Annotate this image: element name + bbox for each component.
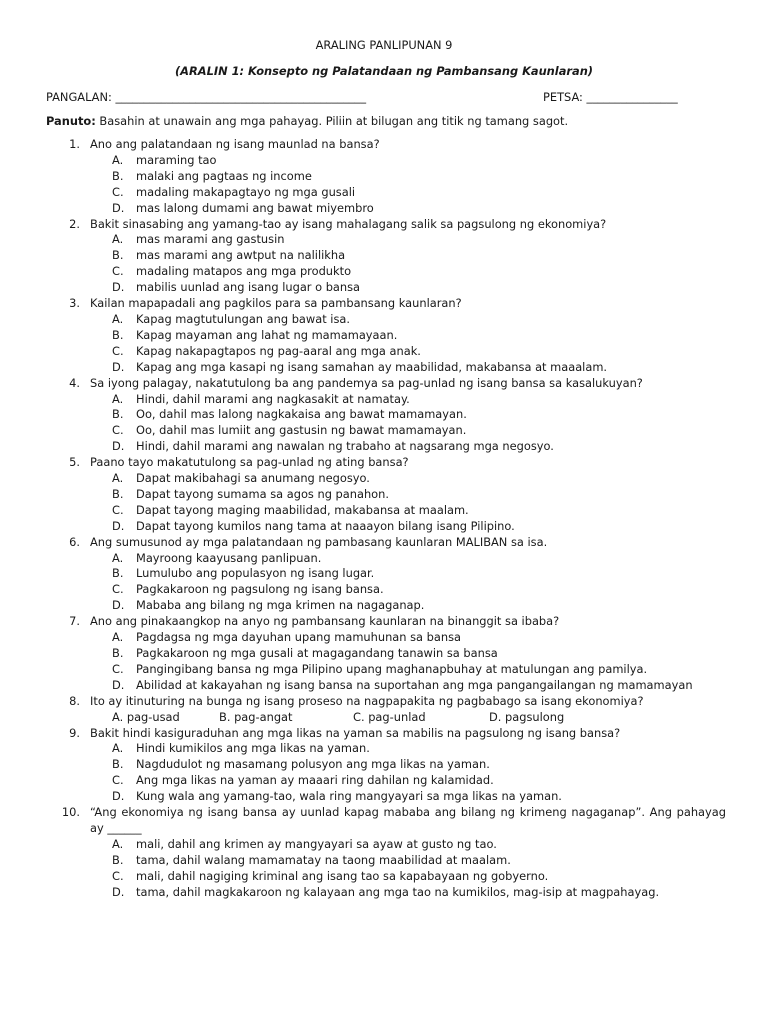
- answer-choice[interactable]: [90, 423, 726, 439]
- answer-choice[interactable]: [90, 837, 726, 853]
- choice-letter: D.: [112, 789, 125, 804]
- choice-text: Hindi kumikilos ang mga likas na yaman.: [136, 741, 370, 756]
- choice-letter: A.: [112, 232, 124, 247]
- answer-choice[interactable]: [90, 328, 726, 344]
- choice-letter: C.: [112, 502, 124, 517]
- answer-choice[interactable]: [90, 519, 726, 535]
- question-item: [46, 296, 726, 312]
- choice-text: Kapag nakapagtapos ng pag-aaral ang mga anak.: [136, 343, 421, 358]
- answer-choice[interactable]: [90, 487, 726, 503]
- answer-choice[interactable]: [90, 503, 726, 519]
- choice-letter: D.: [112, 200, 125, 215]
- choice-text: tama, dahil walang mamamatay na taong maabilidad at maalam.: [136, 852, 511, 867]
- question-text: “Ang ekonomiya ng isang bansa ay uunlad kapag mababa ang bilang ng krimeng nagaganap”. Ang pahayag ay ______: [90, 805, 726, 835]
- choice-text: Mababa ang bilang ng mga krimen na nagaganap.: [136, 598, 425, 613]
- choice-text: pag-usad: [126, 709, 180, 724]
- worksheet-title: ARALING PANLIPUNAN 9: [315, 38, 453, 52]
- question-item: [46, 726, 726, 742]
- question-number: 2.: [69, 216, 80, 231]
- choice-letter: D.: [112, 439, 125, 454]
- choice-text: Kapag magtutulungan ang bawat isa.: [136, 311, 350, 326]
- choice-letter: D.: [112, 359, 125, 374]
- choice-letter: A.: [112, 741, 124, 756]
- answer-choice[interactable]: [90, 773, 726, 789]
- question-item: [46, 217, 726, 233]
- answer-choice[interactable]: [112, 710, 180, 726]
- question-text: Kailan mapapadali ang pagkilos para sa pambansang kaunlaran?: [90, 296, 462, 311]
- answer-choice[interactable]: [90, 757, 726, 773]
- date-field-label: PETSA: ________________: [543, 90, 678, 104]
- choice-text: tama, dahil magkakaroon ng kalayaan ang mga tao na kumikilos, mag-isip at magpahayag.: [136, 884, 660, 899]
- choice-letter: C.: [112, 868, 124, 883]
- choice-text: mas lalong dumami ang bawat miyembro: [136, 200, 374, 215]
- question-item: [46, 137, 726, 153]
- answer-choice[interactable]: [90, 551, 726, 567]
- answer-choice[interactable]: [90, 169, 726, 185]
- choice-text: Abilidad at kakayahan ng isang bansa na suportahan ang mga pangangailangan ng mamamayan: [136, 677, 693, 692]
- choice-letter: D.: [112, 518, 125, 533]
- answer-choice[interactable]: [489, 710, 564, 726]
- question-text: Sa iyong palagay, nakatutulong ba ang pandemya sa pag-unlad ng isang bansa sa kasalukuyan?: [90, 375, 643, 390]
- answer-choice[interactable]: [90, 630, 726, 646]
- answer-choice[interactable]: [353, 710, 426, 726]
- choice-letter: D.: [112, 598, 125, 613]
- choice-letter: B.: [112, 407, 124, 422]
- choice-text: maraming tao: [136, 152, 217, 167]
- choice-letter: D.: [489, 709, 502, 724]
- choice-letter: B.: [112, 646, 124, 660]
- question-number: 10.: [61, 805, 80, 820]
- choice-text: Kapag mayaman ang lahat ng mamamayaan.: [136, 327, 398, 342]
- choice-text: Hindi, dahil marami ang nawalan ng trabaho at nagsarang mga negosyo.: [136, 439, 554, 454]
- instructions-text: Basahin at unawain ang mga pahayag. Piliin at bilugan ang titik ng tamang sagot.: [95, 114, 569, 128]
- answer-choice[interactable]: [90, 598, 726, 614]
- answer-choice[interactable]: [90, 360, 726, 376]
- choice-text: Mayroong kaayusang panlipuan.: [136, 550, 322, 565]
- choice-text: mabilis uunlad ang isang lugar o bansa: [136, 280, 361, 295]
- answer-choice[interactable]: [90, 869, 726, 885]
- question-item: [46, 535, 726, 551]
- question-item: [46, 805, 726, 837]
- question-number: 3.: [69, 296, 80, 311]
- answer-choice[interactable]: [90, 153, 726, 169]
- question-text: Ang sumusunod ay mga palatandaan ng pambasang kaunlaran MALIBAN sa isa.: [90, 534, 548, 549]
- choice-letter: B.: [112, 757, 124, 772]
- answer-choice[interactable]: [90, 885, 726, 901]
- choice-text: mali, dahil ang krimen ay mangyayari sa ayaw at gusto ng tao.: [136, 836, 497, 851]
- choice-letter: D.: [112, 280, 125, 295]
- choice-letter: B.: [112, 486, 124, 501]
- question-number: 1.: [69, 137, 80, 151]
- choice-letter: B.: [112, 248, 124, 263]
- choice-text: Dapat tayong kumilos nang tama at naaayon bilang isang Pilipino.: [136, 518, 515, 533]
- choice-letter: C.: [112, 582, 124, 597]
- question-text: Ano ang palatandaan ng isang maunlad na bansa?: [90, 137, 380, 151]
- choice-letter: A.: [112, 630, 124, 645]
- choice-text: Ang mga likas na yaman ay maaari ring dahilan ng kalamidad.: [136, 773, 494, 788]
- choice-text: mas marami ang awtput na nalilikha: [136, 248, 346, 263]
- answer-choice[interactable]: [90, 678, 726, 694]
- lesson-subtitle: (ARALIN 1: Konsepto ng Palatandaan ng Pambansang Kaunlaran): [174, 64, 594, 78]
- answer-choice[interactable]: [90, 853, 726, 869]
- question-item: [46, 614, 726, 630]
- choice-text: pag-angat: [234, 709, 293, 724]
- question-text: Ano ang pinakaangkop na anyo ng pambansang kaunlaran na binanggit sa ibaba?: [90, 614, 560, 629]
- answer-choice[interactable]: [90, 566, 726, 582]
- choice-letter: A.: [112, 311, 124, 326]
- question-text: Paano tayo makatutulong sa pag-unlad ng ating bansa?: [90, 455, 409, 470]
- choice-text: pagsulong: [505, 709, 565, 724]
- question-number: 9.: [69, 725, 80, 740]
- choice-letter: C.: [112, 773, 124, 788]
- answer-choice[interactable]: [90, 264, 726, 280]
- question-number: 4.: [69, 375, 80, 390]
- choice-letter: B.: [219, 709, 231, 724]
- choice-letter: A.: [112, 391, 124, 406]
- answer-choice[interactable]: [90, 312, 726, 328]
- question-text: Bakit sinasabing ang yamang-tao ay isang mahalagang salik sa pagsulong ng ekonomiya?: [90, 216, 607, 231]
- choice-text: madaling matapos ang mga produkto: [136, 264, 352, 279]
- choice-text: Dapat tayong sumama sa agos ng panahon.: [136, 486, 389, 501]
- choice-text: Kapag ang mga kasapi ng isang samahan ay maabilidad, makabansa at maaalam.: [136, 359, 608, 374]
- choice-text: Oo, dahil mas lumiit ang gastusin ng bawat mamamayan.: [136, 423, 467, 438]
- question-text: Bakit hindi kasiguraduhan ang mga likas na yaman sa mabilis na pagsulong ng isang bansa?: [90, 725, 621, 740]
- question-number: 8.: [69, 693, 80, 708]
- choice-letter: A.: [112, 709, 124, 724]
- choice-text: malaki ang pagtaas ng income: [136, 168, 312, 183]
- choice-text: Dapat makibahagi sa anumang negosyo.: [136, 471, 370, 486]
- question-item: [46, 455, 726, 471]
- choice-letter: C.: [112, 264, 124, 279]
- name-field-label: PANGALAN: ____________________________________________: [46, 90, 367, 104]
- question-text: Ito ay itinuturing na bunga ng isang proseso na nagpapakita ng pagbabago sa isang ekonomiya?: [90, 693, 644, 708]
- answer-choice[interactable]: [90, 407, 726, 423]
- choice-letter: B.: [112, 168, 124, 183]
- question-list: [46, 137, 726, 900]
- question-item: [46, 376, 726, 392]
- choice-text: Kung wala ang yamang-tao, wala ring mangyayari sa mga likas na yaman.: [136, 789, 562, 804]
- choice-letter: B.: [112, 327, 124, 342]
- choice-letter: C.: [112, 661, 124, 676]
- choice-letter: A.: [112, 836, 124, 851]
- choice-text: Lumulubo ang populasyon ng isang lugar.: [136, 566, 375, 581]
- answer-choice[interactable]: [90, 471, 726, 487]
- choice-text: Pagkakaroon ng mga gusali at magagandang tanawin sa bansa: [136, 646, 498, 660]
- choice-text: Hindi, dahil marami ang nagkasakit at namatay.: [136, 391, 410, 406]
- choice-text: mas marami ang gastusin: [136, 232, 285, 247]
- choice-letter: C.: [112, 184, 124, 199]
- answer-choice[interactable]: [90, 248, 726, 264]
- answer-choice[interactable]: [219, 710, 293, 726]
- answer-choice[interactable]: [90, 344, 726, 360]
- answer-choice[interactable]: [90, 646, 726, 662]
- choice-text: Oo, dahil mas lalong nagkakaisa ang bawat mamamayan.: [136, 407, 467, 422]
- choice-letter: C.: [112, 423, 124, 438]
- choice-letter: C.: [353, 709, 365, 724]
- instructions: [46, 114, 568, 128]
- choice-text: Dapat tayong maging maabilidad, makabansa at maalam.: [136, 502, 469, 517]
- question-item: [46, 694, 726, 710]
- choice-letter: C.: [112, 343, 124, 358]
- choice-text: Pangingibang bansa ng mga Pilipino upang maghanapbuhay at matulungan ang pamilya.: [136, 661, 648, 676]
- choice-text: madaling makapagtayo ng mga gusali: [136, 184, 356, 199]
- answer-choice[interactable]: [90, 232, 726, 248]
- answer-choice[interactable]: [90, 201, 726, 217]
- choice-letter: D.: [112, 677, 125, 692]
- question-number: 5.: [69, 455, 80, 470]
- choice-text: Pagkakaroon ng pagsulong ng isang bansa.: [136, 582, 384, 597]
- choice-letter: A.: [112, 550, 124, 565]
- answer-choice[interactable]: [90, 392, 726, 408]
- question-number: 6.: [69, 534, 80, 549]
- answer-choice[interactable]: [90, 439, 726, 455]
- answer-choice[interactable]: [90, 582, 726, 598]
- choice-letter: B.: [112, 852, 124, 867]
- answer-choice[interactable]: [90, 741, 726, 757]
- choice-text: Pagdagsa ng mga dayuhan upang mamuhunan sa bansa: [136, 630, 461, 645]
- answer-choice[interactable]: [90, 280, 726, 296]
- instructions-label: Panuto:: [46, 114, 96, 128]
- choice-letter: A.: [112, 471, 124, 486]
- choice-letter: B.: [112, 566, 124, 581]
- inline-choice-row: [46, 710, 726, 726]
- choice-text: pag-unlad: [368, 709, 426, 724]
- choice-letter: D.: [112, 884, 125, 899]
- answer-choice[interactable]: [90, 185, 726, 201]
- answer-choice[interactable]: [90, 662, 726, 678]
- question-number: 7.: [69, 614, 80, 629]
- choice-text: Nagdudulot ng masamang polusyon ang mga likas na yaman.: [136, 757, 490, 772]
- choice-text: mali, dahil nagiging kriminal ang isang tao sa kapabayaan ng gobyerno.: [136, 868, 549, 883]
- answer-choice[interactable]: [90, 789, 726, 805]
- choice-letter: A.: [112, 152, 124, 167]
